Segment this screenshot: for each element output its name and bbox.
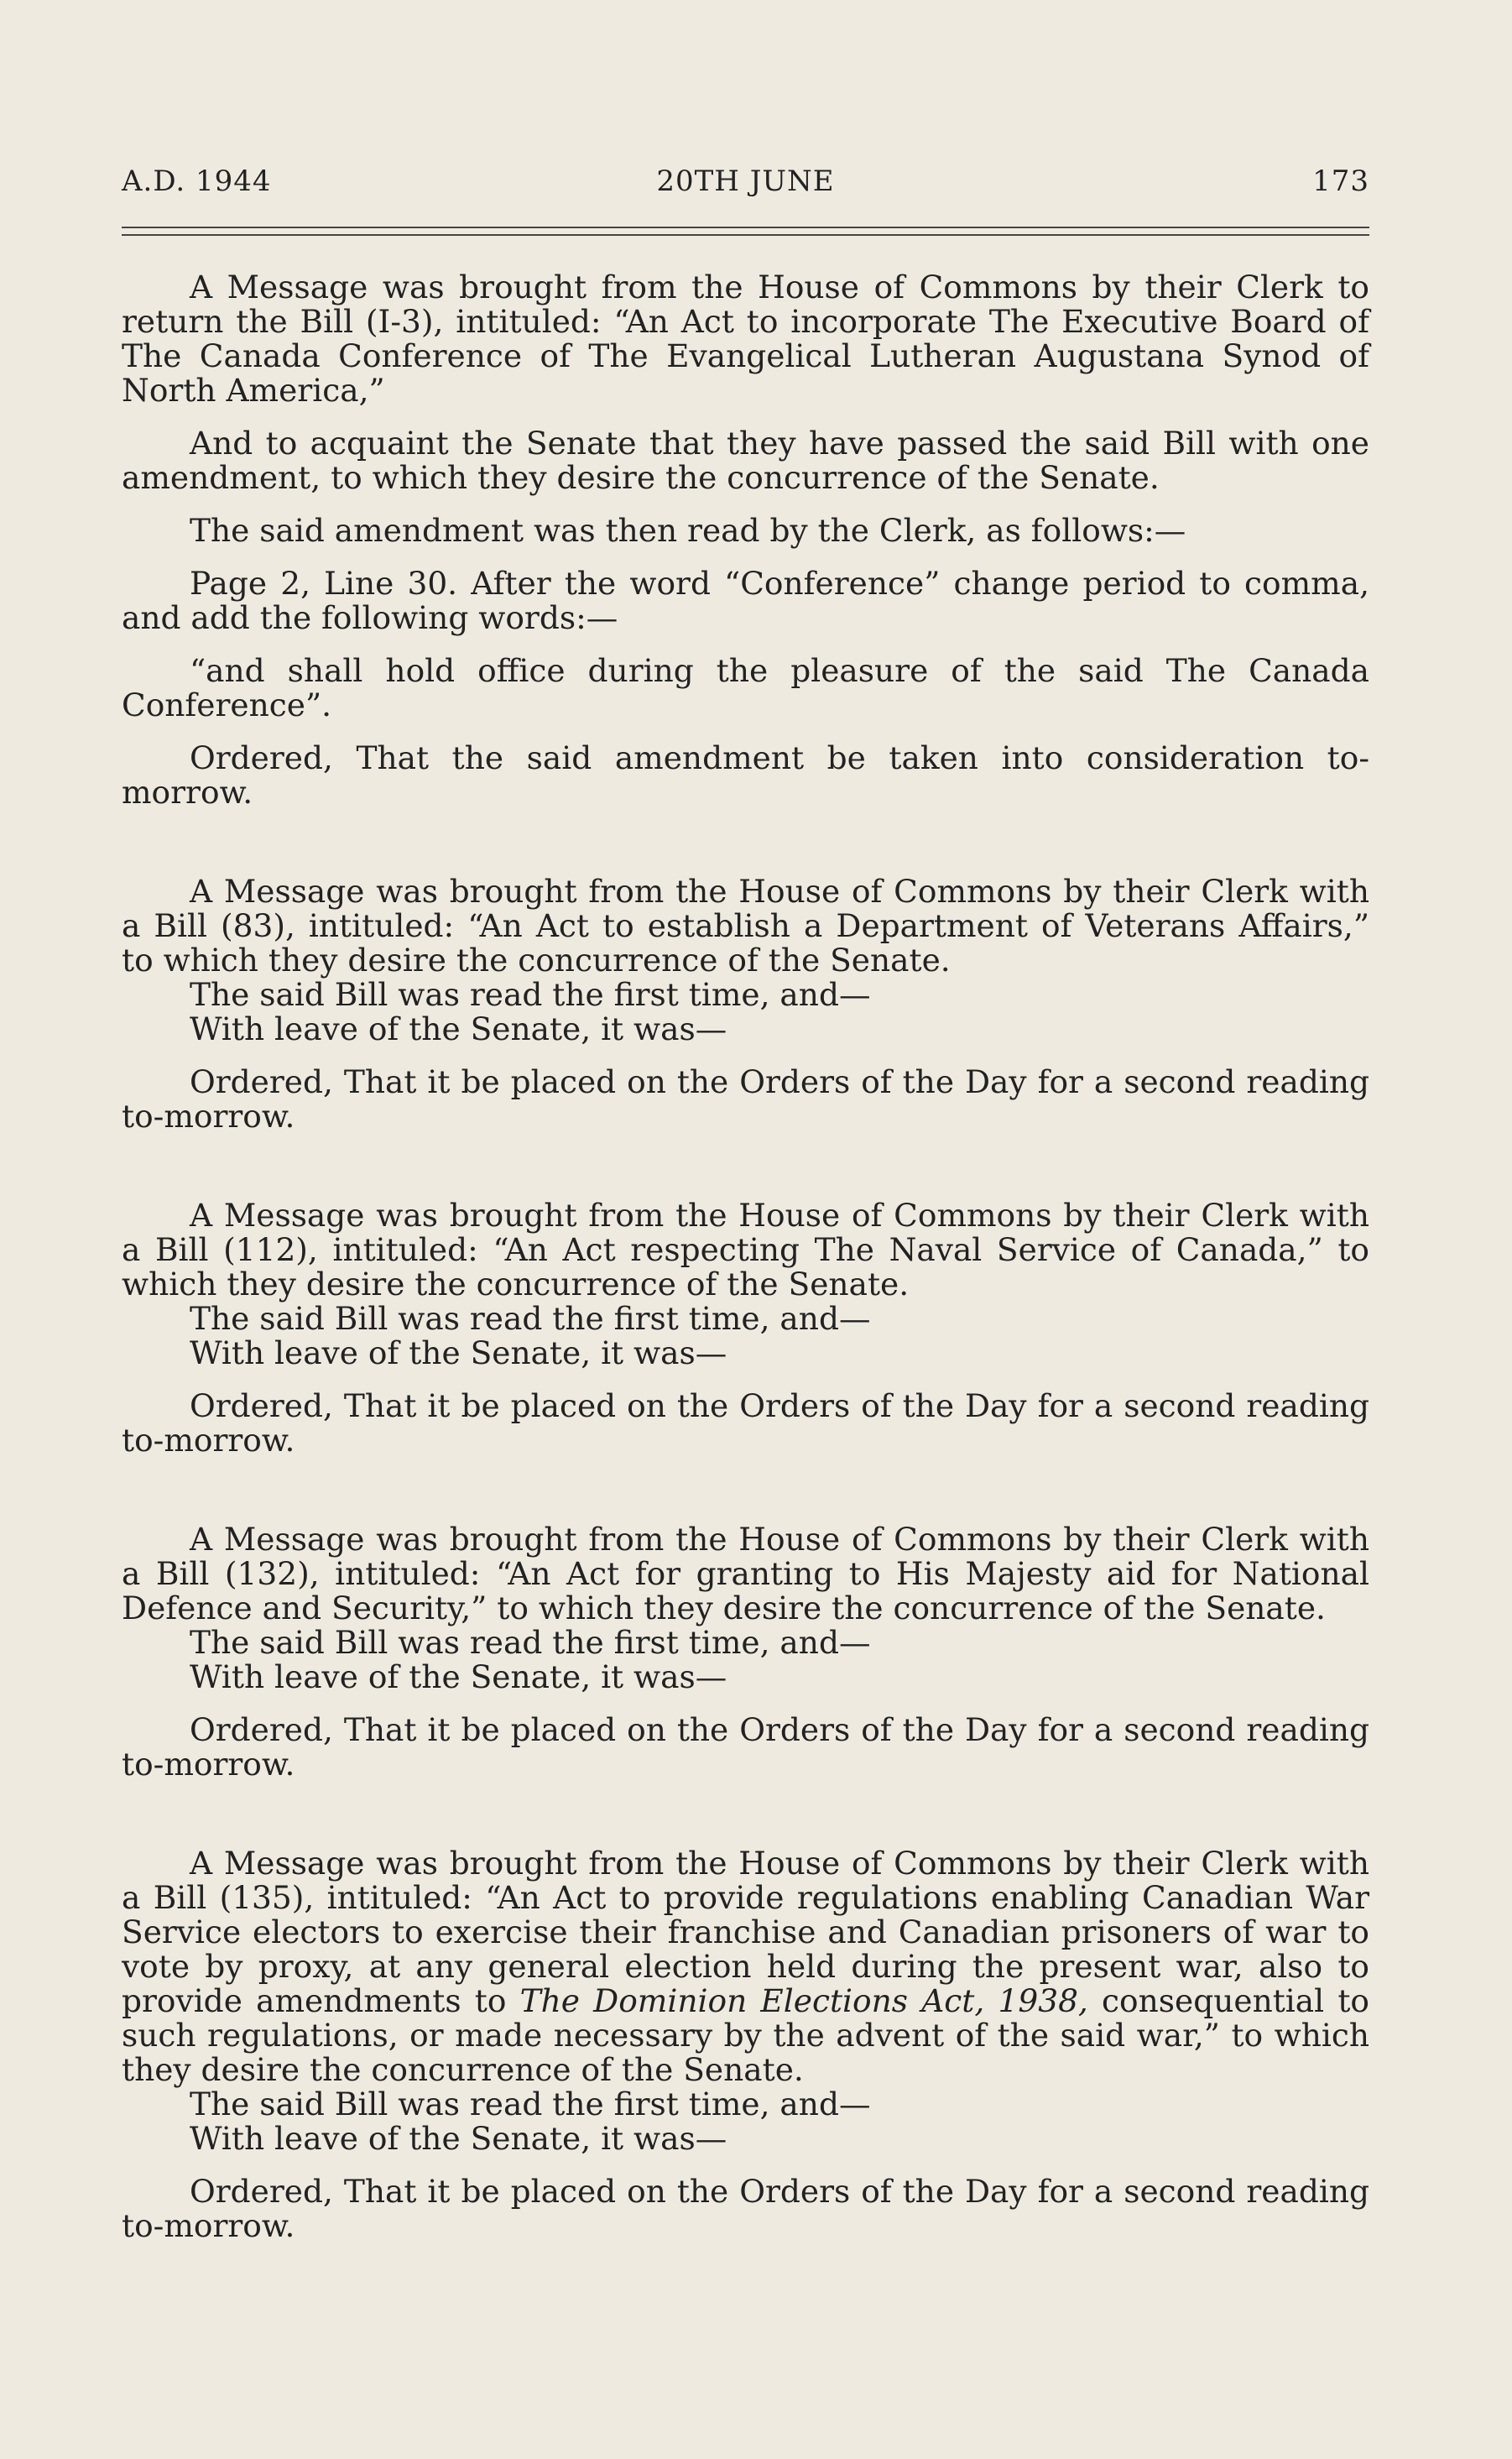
ordered-text: Ordered, That it be placed on the Orders of the Day for a second reading to-morrow. [122,1063,1369,1135]
message-intro [122,1846,1369,2087]
page-header [122,164,1369,206]
message-bill-132 [122,1522,1369,1782]
leave-text: With leave of the Senate, it was— [190,1658,727,1695]
message-intro: A Message was brought from the House of Commons by their Clerk with a Bill (132), intituled: “An Act for granting to His Majesty aid for National Defence and Security,” to which they desire the concurrence of the Senate. [122,1521,1369,1626]
page-body [122,270,1369,2243]
message-bill-112 [122,1198,1369,1458]
header-year: A.D. 1944 [122,164,272,198]
ordered-text: Ordered, That it be placed on the Orders of the Day for a second reading to-morrow. [122,1387,1369,1459]
amendment-read: The said amendment was then read by the Clerk, as follows:— [190,512,1186,549]
message-bill-i3 [122,270,1369,810]
intro-text: A Message was brought from the House of Commons by their Clerk with a Bill (135), intituled: “An Act to provide regulations enabling Canadian War Service electors to exercise their franchise and Canadian prisoners of war to vote by proxy, at any general election held during the present war, also to provide amendments to [122,1845,1369,2019]
intro-text-cont: consequential to such regulations, or made necessary by the advent of the said war,” to which they desire the concurrence of the Senate. [122,1982,1369,2088]
first-reading: The said Bill was read the first time, and— [190,2086,871,2122]
leave-text: With leave of the Senate, it was— [190,1010,727,1047]
ordered-text: Ordered, That it be placed on the Orders of the Day for a second reading to-morrow. [122,1711,1369,1783]
leave-text: With leave of the Senate, it was— [190,2120,727,2157]
header-date: 20TH JUNE [656,164,835,198]
amendment-page-line: Page 2, Line 30. After the word “Conference” change period to comma, and add the following words:— [122,565,1369,636]
message-acquaint: And to acquaint the Senate that they have passed the said Bill with one amendment, to which they desire the concurrence of the Senate. [122,425,1369,496]
message-intro: A Message was brought from the House of Commons by their Clerk with a Bill (83), intituled: “An Act to establish a Department of Veterans Affairs,” to which they desire the concurrence of the Senate. [122,873,1369,979]
first-reading: The said Bill was read the first time, and— [190,976,871,1013]
header-rule-top [122,227,1369,228]
message-bill-135 [122,1846,1369,2243]
amendment-words: “and shall hold office during the pleasure of the said The Canada Conference”. [122,652,1369,723]
ordered-text: Ordered, That the said amendment be taken into consideration to-morrow. [122,739,1369,811]
act-title: The Dominion Elections Act, 1938, [519,1982,1088,2019]
first-reading: The said Bill was read the first time, and— [190,1624,871,1661]
ordered-text: Ordered, That it be placed on the Orders of the Day for a second reading to-morrow. [122,2173,1369,2244]
message-intro: A Message was brought from the House of Commons by their Clerk to return the Bill (I-3), intituled: “An Act to incorporate The Executive Board of The Canada Conference of The Evangelical Lutheran Augustana Synod of North America,” [122,269,1369,409]
page-number: 173 [1312,164,1369,198]
first-reading: The said Bill was read the first time, and— [190,1300,871,1337]
message-bill-83 [122,874,1369,1134]
message-intro: A Message was brought from the House of Commons by their Clerk with a Bill (112), intituled: “An Act respecting The Naval Service of Canada,” to which they desire the concurrence of the Senate. [122,1197,1369,1303]
header-rule-bottom [122,234,1369,236]
leave-text: With leave of the Senate, it was— [190,1334,727,1371]
